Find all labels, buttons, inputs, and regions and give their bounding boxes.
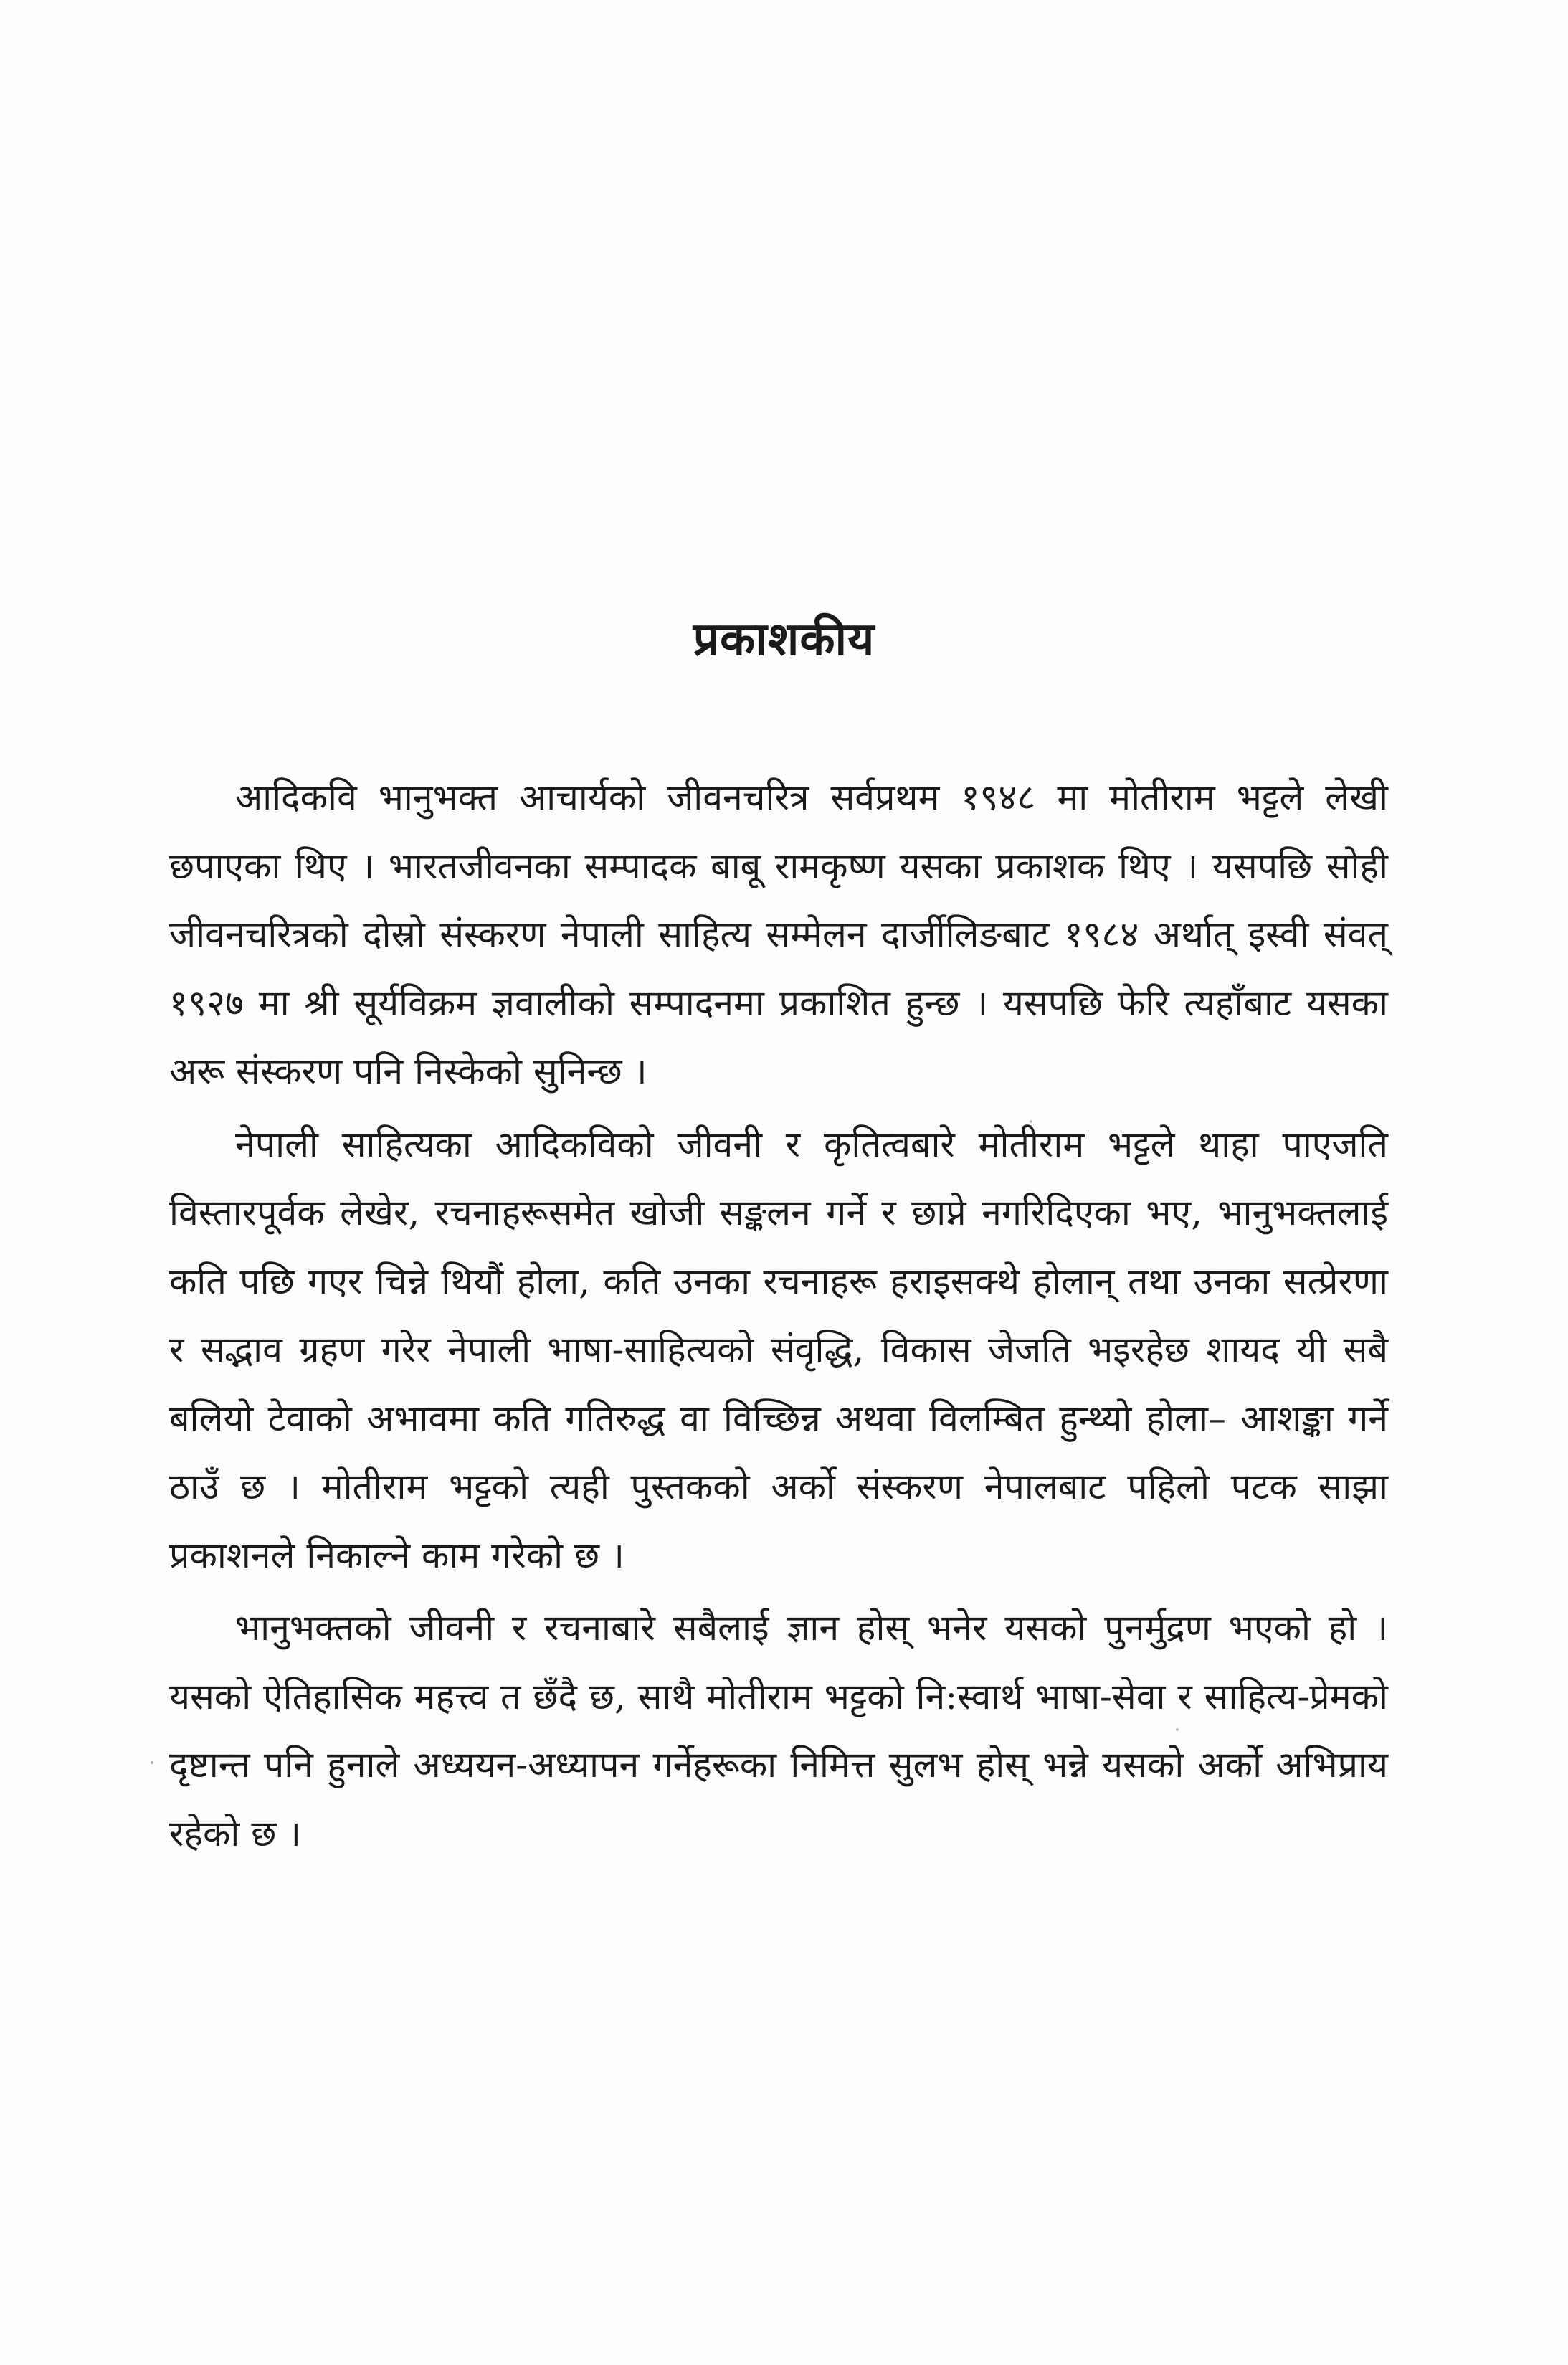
paragraph-1: आदिकवि भानुभक्त आचार्यको जीवनचरित्र सर्वप्रथम १९४८ मा मोतीराम भट्टले लेखी छपाएका थिए । भारतजीवनका सम्पादक बाबू रामकृष्ण यसका प्रकाशक थिए । यसपछि सोही जीवनचरित्रको दोस्रो संस्करण नेपाली साहित्य सम्मेलन दार्जीलिङबाट १९८४ अर्थात् इस्वी संवत् १९२७ मा श्री सूर्यविक्रम ज्ञवालीको सम्पादनमा प्रकाशित हुन्छ । यसपछि फेरि त्यहाँबाट यसका अरू संस्करण पनि निस्केको सुनिन्छ । <box>169 777 1388 1092</box>
body-text <box>169 764 1388 1868</box>
page-title: प्रकाशकीय <box>693 612 875 666</box>
scan-speck <box>151 1761 153 1764</box>
scan-speck <box>1176 1728 1179 1731</box>
paragraph-2: नेपाली साहित्यका आदिकविको जीवनी र कृतित्वबारे मोतीराम भट्टले थाहा पाएजति विस्तारपूर्वक लेखेर, रचनाहरूसमेत खोजी सङ्कलन गर्ने र छाप्ने नगरिदिएका भए, भानुभक्तलाई कति पछि गएर चिन्ने थियौं होला, कति उनका रचनाहरू हराइसक्थे होलान् तथा उनका सत्प्रेरणा र सद्भाव ग्रहण गरेर नेपाली भाषा-साहित्यको संवृद्धि, विकास जेजति भइरहेछ शायद यी सबै बलियो टेवाको अभावमा कति गतिरुद्ध वा विच्छिन्न अथवा विलम्बित हुन्थ्यो होला– आशङ्का गर्ने ठाउँ छ । मोतीराम भट्टको त्यही पुस्तकको अर्को संस्करण नेपालबाट पहिलो पटक साझा प्रकाशनले निकाल्ने काम गरेको छ । <box>169 1123 1388 1576</box>
scan-speck <box>1030 1120 1032 1123</box>
paragraph-3: भानुभक्तको जीवनी र रचनाबारे सबैलाई ज्ञान होस् भनेर यसको पुनर्मुद्रण भएको हो । यसको ऐतिहासिक महत्त्व त छँदै छ, साथै मोतीराम भट्टको नि:स्वार्थ भाषा-सेवा र साहित्य-प्रेमको दृष्टान्त पनि हुनाले अध्ययन-अध्यापन गर्नेहरूका निमित्त सुलभ होस् भन्ने यसको अर्को अभिप्राय रहेको छ । <box>169 1607 1388 1854</box>
